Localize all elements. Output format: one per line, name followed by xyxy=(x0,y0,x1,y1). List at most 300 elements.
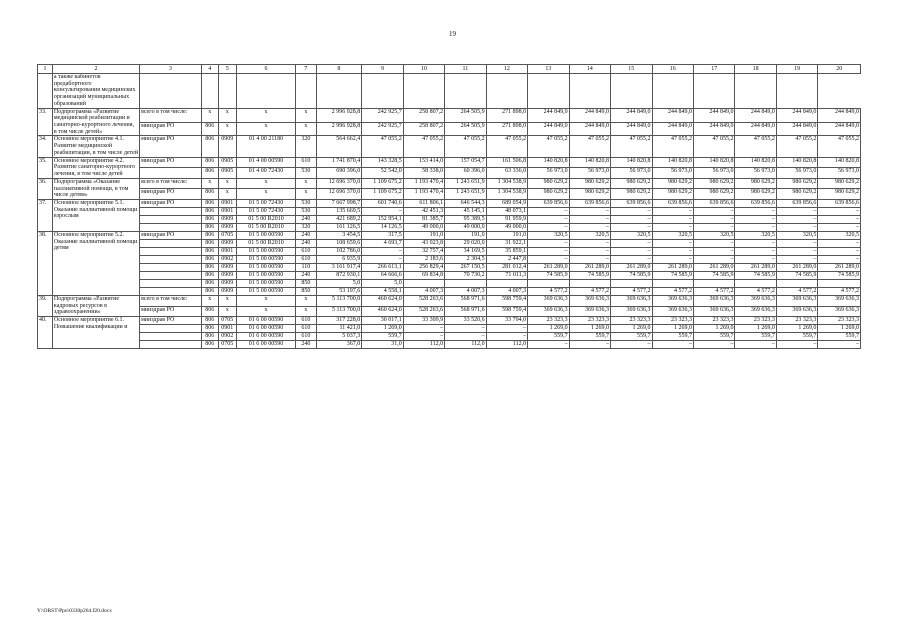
amount-cell: 47 055,2 xyxy=(818,136,861,157)
amount-cell xyxy=(652,279,693,287)
code-cell: 01 5 00 00590 xyxy=(236,255,296,263)
code-cell: 530 xyxy=(296,199,316,207)
amount-cell xyxy=(362,74,403,109)
amount-cell: 1 193 470,4 xyxy=(403,178,444,189)
code-cell: 0905 xyxy=(218,168,236,179)
amount-cell: 258 807,2 xyxy=(403,122,444,136)
amount-cell: – xyxy=(486,325,527,333)
code-cell: 806 xyxy=(201,239,218,247)
amount-cell: 23 323,3 xyxy=(652,317,693,325)
code-cell: 01 5 00 00590 xyxy=(236,287,296,295)
amount-cell: 872 930,1 xyxy=(316,271,362,279)
amount-cell: 6 935,9 xyxy=(316,255,362,263)
amount-cell: 369 636,3 xyxy=(528,306,569,317)
program-name: а также кабинетов предабортного консультирования медицинских организаций муниципальных образований xyxy=(52,74,139,109)
code-cell: 806 xyxy=(201,306,218,317)
column-number: 1 xyxy=(38,65,53,74)
column-number: 2 xyxy=(52,65,139,74)
amount-cell xyxy=(611,279,652,287)
column-number: 6 xyxy=(236,65,296,74)
amount-cell: 47 055,2 xyxy=(652,136,693,157)
column-number: 5 xyxy=(218,65,236,74)
amount-cell: 63 336,0 xyxy=(486,168,527,179)
row-number: 34. xyxy=(38,136,53,157)
amount-cell: 980 629,2 xyxy=(528,178,569,189)
table-row xyxy=(38,287,861,295)
amount-cell: 244 849,0 xyxy=(693,108,734,122)
amount-cell: 47 055,2 xyxy=(528,136,569,157)
amount-cell: 320,5 xyxy=(569,231,610,239)
amount-cell: 70 730,2 xyxy=(445,271,486,279)
amount-cell: 601 740,6 xyxy=(362,199,403,207)
amount-cell xyxy=(611,74,652,109)
code-cell: 240 xyxy=(296,215,316,223)
amount-cell: – xyxy=(776,255,817,263)
amount-cell: 48 073,1 xyxy=(486,207,527,215)
amount-cell: 369 636,3 xyxy=(735,295,776,306)
amount-cell: 91 959,9 xyxy=(486,215,527,223)
amount-cell xyxy=(486,74,527,109)
code-cell: х xyxy=(218,178,236,189)
code-cell xyxy=(236,74,296,109)
amount-cell: 639 856,6 xyxy=(652,199,693,207)
amount-cell: 690 396,0 xyxy=(316,168,362,179)
code-cell: х xyxy=(201,108,218,122)
amount-cell: 271 898,0 xyxy=(486,108,527,122)
amount-cell: 3 454,5 xyxy=(316,231,362,239)
amount-cell: 47 055,2 xyxy=(403,136,444,157)
amount-cell: 4 007,3 xyxy=(403,287,444,295)
code-cell: х xyxy=(296,189,316,200)
amount-cell: 559,7 xyxy=(362,333,403,341)
program-name: Основное мероприятие 4.1. Развитие медицинской реабилитации, в том числе детей xyxy=(53,136,139,156)
amount-cell: – xyxy=(776,341,817,349)
amount-cell: 1 269,0 xyxy=(362,325,403,333)
amount-cell: 1 269,0 xyxy=(735,325,776,333)
executor-cell: минздрав РО xyxy=(140,157,202,168)
amount-cell: 56 973,0 xyxy=(528,168,569,179)
amount-cell: 23 323,3 xyxy=(776,317,817,325)
code-cell: х xyxy=(236,178,296,189)
amount-cell: 256 829,4 xyxy=(403,263,444,271)
amount-cell: 5 113 700,0 xyxy=(316,295,362,306)
amount-cell: – xyxy=(776,207,817,215)
code-cell: 0901 xyxy=(218,247,236,255)
code-cell: 0705 xyxy=(218,231,236,239)
amount-cell: 1 269,0 xyxy=(611,325,652,333)
amount-cell: 33 794,0 xyxy=(486,317,527,325)
amount-cell: 320,5 xyxy=(528,231,569,239)
amount-cell: 5 113 700,0 xyxy=(316,306,362,317)
amount-cell: 646 544,3 xyxy=(445,199,486,207)
table-row xyxy=(38,239,861,247)
amount-cell: 317,5 xyxy=(362,231,403,239)
amount-cell: 980 629,2 xyxy=(776,189,817,200)
amount-cell: 528 263,6 xyxy=(403,295,444,306)
amount-cell: 81 385,7 xyxy=(403,215,444,223)
amount-cell: 244 849,0 xyxy=(735,108,776,122)
amount-cell: 47 055,2 xyxy=(776,136,817,157)
amount-cell: 980 629,2 xyxy=(652,189,693,200)
amount-cell: – xyxy=(652,207,693,215)
amount-cell: 143 328,5 xyxy=(362,157,403,168)
amount-cell xyxy=(316,74,362,109)
executor-cell: минздрав РО xyxy=(140,122,202,136)
amount-cell: – xyxy=(818,223,861,231)
column-number: 4 xyxy=(201,65,218,74)
amount-cell: 1 193 470,4 xyxy=(403,189,444,200)
amount-cell: 244 849,0 xyxy=(611,108,652,122)
amount-cell: 74 585,9 xyxy=(569,271,610,279)
amount-cell: 4 558,1 xyxy=(362,287,403,295)
amount-cell: – xyxy=(362,255,403,263)
amount-cell: – xyxy=(611,341,652,349)
executor-cell: минздрав РО xyxy=(140,189,202,200)
executor-cell xyxy=(140,223,202,231)
code-cell: х xyxy=(218,189,236,200)
code-cell: 240 xyxy=(296,239,316,247)
executor-cell: минздрав РО xyxy=(140,231,202,239)
amount-cell: 369 636,3 xyxy=(652,295,693,306)
amount-cell: 135 669,5 xyxy=(316,207,362,215)
amount-cell: – xyxy=(818,215,861,223)
amount-cell: 980 629,2 xyxy=(818,178,861,189)
amount-cell: 242 925,7 xyxy=(362,108,403,122)
table-row xyxy=(38,223,861,231)
code-cell: 01 5 00 00590 xyxy=(236,279,296,287)
amount-cell: 49 000,0 xyxy=(445,223,486,231)
amount-cell xyxy=(445,279,486,287)
table-body xyxy=(38,65,861,349)
amount-cell: 14 126,5 xyxy=(362,223,403,231)
amount-cell: 32 757,4 xyxy=(403,247,444,255)
amount-cell: 244 849,0 xyxy=(735,122,776,136)
row-number: 37. xyxy=(38,199,53,231)
amount-cell: 74 585,9 xyxy=(818,271,861,279)
table-row xyxy=(38,168,861,179)
code-cell: х xyxy=(236,189,296,200)
code-cell: 0705 xyxy=(218,317,236,325)
amount-cell: – xyxy=(776,239,817,247)
code-cell: 320 xyxy=(296,223,316,231)
amount-cell: 3 161 917,4 xyxy=(316,263,362,271)
amount-cell: – xyxy=(652,223,693,231)
amount-cell: 980 629,2 xyxy=(652,178,693,189)
amount-cell: 5,0 xyxy=(362,279,403,287)
amount-cell: – xyxy=(611,239,652,247)
code-cell: 806 xyxy=(201,223,218,231)
amount-cell: – xyxy=(776,223,817,231)
amount-cell xyxy=(569,74,610,109)
amount-cell: 317 228,0 xyxy=(316,317,362,325)
amount-cell: 980 629,2 xyxy=(569,189,610,200)
amount-cell: 74 585,9 xyxy=(776,271,817,279)
amount-cell: – xyxy=(693,207,734,215)
amount-cell: 47 055,2 xyxy=(445,136,486,157)
code-cell: х xyxy=(296,108,316,122)
code-cell: 0909 xyxy=(218,263,236,271)
table-row xyxy=(38,325,861,333)
code-cell: 806 xyxy=(201,271,218,279)
amount-cell: 153 414,0 xyxy=(403,157,444,168)
amount-cell: 244 849,0 xyxy=(652,122,693,136)
amount-cell: 47 055,2 xyxy=(735,136,776,157)
code-cell: 0905 xyxy=(218,157,236,168)
code-cell: х xyxy=(296,122,316,136)
column-number: 10 xyxy=(403,65,444,74)
amount-cell: 140 820,8 xyxy=(776,157,817,168)
table-row xyxy=(38,231,861,239)
amount-cell: 191,0 xyxy=(445,231,486,239)
amount-cell: 31,0 xyxy=(362,341,403,349)
amount-cell: 74 585,9 xyxy=(652,271,693,279)
code-cell: 850 xyxy=(296,279,316,287)
program-name: Подпрограмма «Развитие кадровых ресурсов в здравоохранении» xyxy=(52,295,139,316)
amount-cell: 56 973,0 xyxy=(611,168,652,179)
column-number: 18 xyxy=(735,65,776,74)
amount-cell: 559,7 xyxy=(652,333,693,341)
footer-file-path: Y:\ORST\Ppo\0330p264.f20.docx xyxy=(37,608,112,614)
code-cell: х xyxy=(296,178,316,189)
amount-cell xyxy=(693,74,734,109)
amount-cell xyxy=(569,279,610,287)
code-cell: 806 xyxy=(201,189,218,200)
amount-cell: 460 624,0 xyxy=(362,295,403,306)
amount-cell: 47 055,2 xyxy=(569,136,610,157)
amount-cell: 74 585,9 xyxy=(528,271,569,279)
amount-cell: – xyxy=(693,341,734,349)
column-number: 14 xyxy=(569,65,610,74)
amount-cell: 74 585,9 xyxy=(611,271,652,279)
column-number: 19 xyxy=(776,65,817,74)
table-row xyxy=(38,136,861,157)
code-cell: 0909 xyxy=(218,136,236,157)
amount-cell: – xyxy=(486,333,527,341)
table-row xyxy=(38,271,861,279)
amount-cell: 47 055,2 xyxy=(362,136,403,157)
amount-cell: 161 506,8 xyxy=(486,157,527,168)
amount-cell: – xyxy=(818,239,861,247)
amount-cell: – xyxy=(818,247,861,255)
amount-cell: 564 662,4 xyxy=(316,136,362,157)
column-number: 3 xyxy=(140,65,202,74)
code-cell: 01 6 00 00590 xyxy=(236,325,296,333)
amount-cell: 140 820,8 xyxy=(569,157,610,168)
amount-cell: – xyxy=(776,215,817,223)
table-row xyxy=(38,317,861,325)
table-row xyxy=(38,74,861,109)
executor-cell xyxy=(140,207,202,215)
amount-cell: 56 973,0 xyxy=(569,168,610,179)
amount-cell: – xyxy=(611,255,652,263)
amount-cell: 261 289,0 xyxy=(776,263,817,271)
amount-cell: 4 007,3 xyxy=(486,287,527,295)
amount-cell: 191,0 xyxy=(403,231,444,239)
amount-cell: 4 577,2 xyxy=(818,287,861,295)
row-number: 38. xyxy=(38,231,53,295)
amount-cell: 1 304 538,9 xyxy=(486,189,527,200)
amount-cell: 112,0 xyxy=(445,341,486,349)
amount-cell: 2 304,5 xyxy=(445,255,486,263)
table-row xyxy=(38,108,861,122)
code-cell: 01 6 00 00590 xyxy=(236,333,296,341)
amount-cell: 45 145,1 xyxy=(445,207,486,215)
code-cell: 01 4 00 00590 xyxy=(236,157,296,168)
amount-cell: 980 629,2 xyxy=(818,189,861,200)
amount-cell: 559,7 xyxy=(528,333,569,341)
amount-cell: 244 849,0 xyxy=(611,122,652,136)
amount-cell: 639 856,6 xyxy=(611,199,652,207)
program-name: Подпрограмма «Развитие медицинской реабилитации и санаторно-курортного лечения, в том числе детей» xyxy=(52,108,139,136)
amount-cell: 12 696 370,0 xyxy=(316,178,362,189)
table-row xyxy=(38,207,861,215)
amount-cell: 56 973,0 xyxy=(818,168,861,179)
amount-cell xyxy=(776,279,817,287)
amount-cell: 320,5 xyxy=(735,231,776,239)
amount-cell: 1 741 870,4 xyxy=(316,157,362,168)
amount-cell: – xyxy=(528,215,569,223)
amount-cell: – xyxy=(528,239,569,247)
table-row xyxy=(38,306,861,317)
amount-cell: 639 856,6 xyxy=(776,199,817,207)
amount-cell: 281 012,4 xyxy=(486,263,527,271)
code-cell xyxy=(201,74,218,109)
amount-cell: 369 636,3 xyxy=(569,295,610,306)
amount-cell: 460 624,0 xyxy=(362,306,403,317)
amount-cell: 244 849,0 xyxy=(776,108,817,122)
amount-cell: 31 922,1 xyxy=(486,239,527,247)
amount-cell: 1 269,0 xyxy=(652,325,693,333)
table-row xyxy=(38,341,861,349)
code-cell: 0901 xyxy=(218,199,236,207)
code-cell: 0909 xyxy=(218,239,236,247)
amount-cell: 369 636,3 xyxy=(693,295,734,306)
executor-cell: минздрав РО xyxy=(140,199,202,207)
code-cell: х xyxy=(296,295,316,306)
amount-cell: 369 636,3 xyxy=(776,295,817,306)
code-cell: 01 5 00 00590 xyxy=(236,247,296,255)
code-cell: 806 xyxy=(201,247,218,255)
column-number: 17 xyxy=(693,65,734,74)
amount-cell: – xyxy=(611,247,652,255)
table-row xyxy=(38,199,861,207)
table-row xyxy=(38,157,861,168)
amount-cell: 1 304 538,9 xyxy=(486,178,527,189)
amount-cell: 35 859,1 xyxy=(486,247,527,255)
amount-cell: – xyxy=(693,255,734,263)
amount-cell: – xyxy=(735,255,776,263)
executor-cell: минздрав РО xyxy=(140,306,202,317)
amount-cell: 369 636,3 xyxy=(611,295,652,306)
code-cell: х xyxy=(296,306,316,317)
amount-cell: – xyxy=(735,239,776,247)
code-cell: 610 xyxy=(296,333,316,341)
code-cell: 320 xyxy=(296,136,316,157)
amount-cell: 49 000,0 xyxy=(486,223,527,231)
amount-cell: – xyxy=(693,247,734,255)
amount-cell: 320,5 xyxy=(776,231,817,239)
amount-cell: 528 263,6 xyxy=(403,306,444,317)
amount-cell xyxy=(735,279,776,287)
amount-cell: 4 577,2 xyxy=(528,287,569,295)
amount-cell: – xyxy=(528,223,569,231)
code-cell: 0909 xyxy=(218,271,236,279)
code-cell: 0901 xyxy=(218,207,236,215)
amount-cell: 980 629,2 xyxy=(611,189,652,200)
amount-cell xyxy=(818,279,861,287)
amount-cell: 264 505,9 xyxy=(445,122,486,136)
amount-cell: 369 636,3 xyxy=(818,295,861,306)
amount-cell: 369 636,3 xyxy=(652,306,693,317)
amount-cell: 264 505,9 xyxy=(445,108,486,122)
row-number xyxy=(38,74,53,109)
amount-cell: 271 898,0 xyxy=(486,122,527,136)
code-cell: 806 xyxy=(201,333,218,341)
amount-cell: – xyxy=(528,247,569,255)
amount-cell: – xyxy=(735,247,776,255)
code-cell: 806 xyxy=(201,317,218,325)
executor-cell: всего в том числе: xyxy=(140,295,202,306)
code-cell: 0902 xyxy=(218,333,236,341)
code-cell: 806 xyxy=(201,122,218,136)
amount-cell: 4 577,2 xyxy=(652,287,693,295)
amount-cell: 56 973,0 xyxy=(735,168,776,179)
amount-cell: 320,5 xyxy=(818,231,861,239)
code-cell: 610 xyxy=(296,247,316,255)
column-number: 16 xyxy=(652,65,693,74)
amount-cell: 261 289,0 xyxy=(735,263,776,271)
amount-cell: – xyxy=(569,239,610,247)
amount-cell: 102 786,0 xyxy=(316,247,362,255)
code-cell: х xyxy=(236,108,296,122)
code-cell: х xyxy=(218,306,236,317)
code-cell: 806 xyxy=(201,287,218,295)
column-number: 13 xyxy=(528,65,569,74)
amount-cell: – xyxy=(528,255,569,263)
amount-cell: 29 020,0 xyxy=(445,239,486,247)
code-cell: 850 xyxy=(296,287,316,295)
amount-cell: 47 055,2 xyxy=(486,136,527,157)
amount-cell: 56 973,0 xyxy=(652,168,693,179)
amount-cell: 369 636,3 xyxy=(569,306,610,317)
amount-cell: 639 856,6 xyxy=(693,199,734,207)
code-cell: 0909 xyxy=(218,215,236,223)
amount-cell: 261 289,0 xyxy=(818,263,861,271)
amount-cell: 47 055,2 xyxy=(611,136,652,157)
code-cell: х xyxy=(236,122,296,136)
amount-cell: 43 023,8 xyxy=(403,239,444,247)
amount-cell: 7 667 998,7 xyxy=(316,199,362,207)
amount-cell: 980 629,2 xyxy=(735,178,776,189)
executor-cell xyxy=(140,74,202,109)
code-cell: х xyxy=(218,295,236,306)
amount-cell: – xyxy=(445,333,486,341)
amount-cell: 23 323,3 xyxy=(693,317,734,325)
amount-cell: 568 971,6 xyxy=(445,306,486,317)
amount-cell: 5 037,3 xyxy=(316,333,362,341)
amount-cell: – xyxy=(652,255,693,263)
code-cell: 0909 xyxy=(218,279,236,287)
code-cell: 806 xyxy=(201,157,218,168)
column-number: 8 xyxy=(316,65,362,74)
executor-cell xyxy=(140,247,202,255)
amount-cell: 4 577,2 xyxy=(776,287,817,295)
amount-cell: 1 269,0 xyxy=(528,325,569,333)
amount-cell xyxy=(403,279,444,287)
amount-cell: 4 577,2 xyxy=(611,287,652,295)
code-cell: 530 xyxy=(296,168,316,179)
amount-cell: 320,5 xyxy=(611,231,652,239)
